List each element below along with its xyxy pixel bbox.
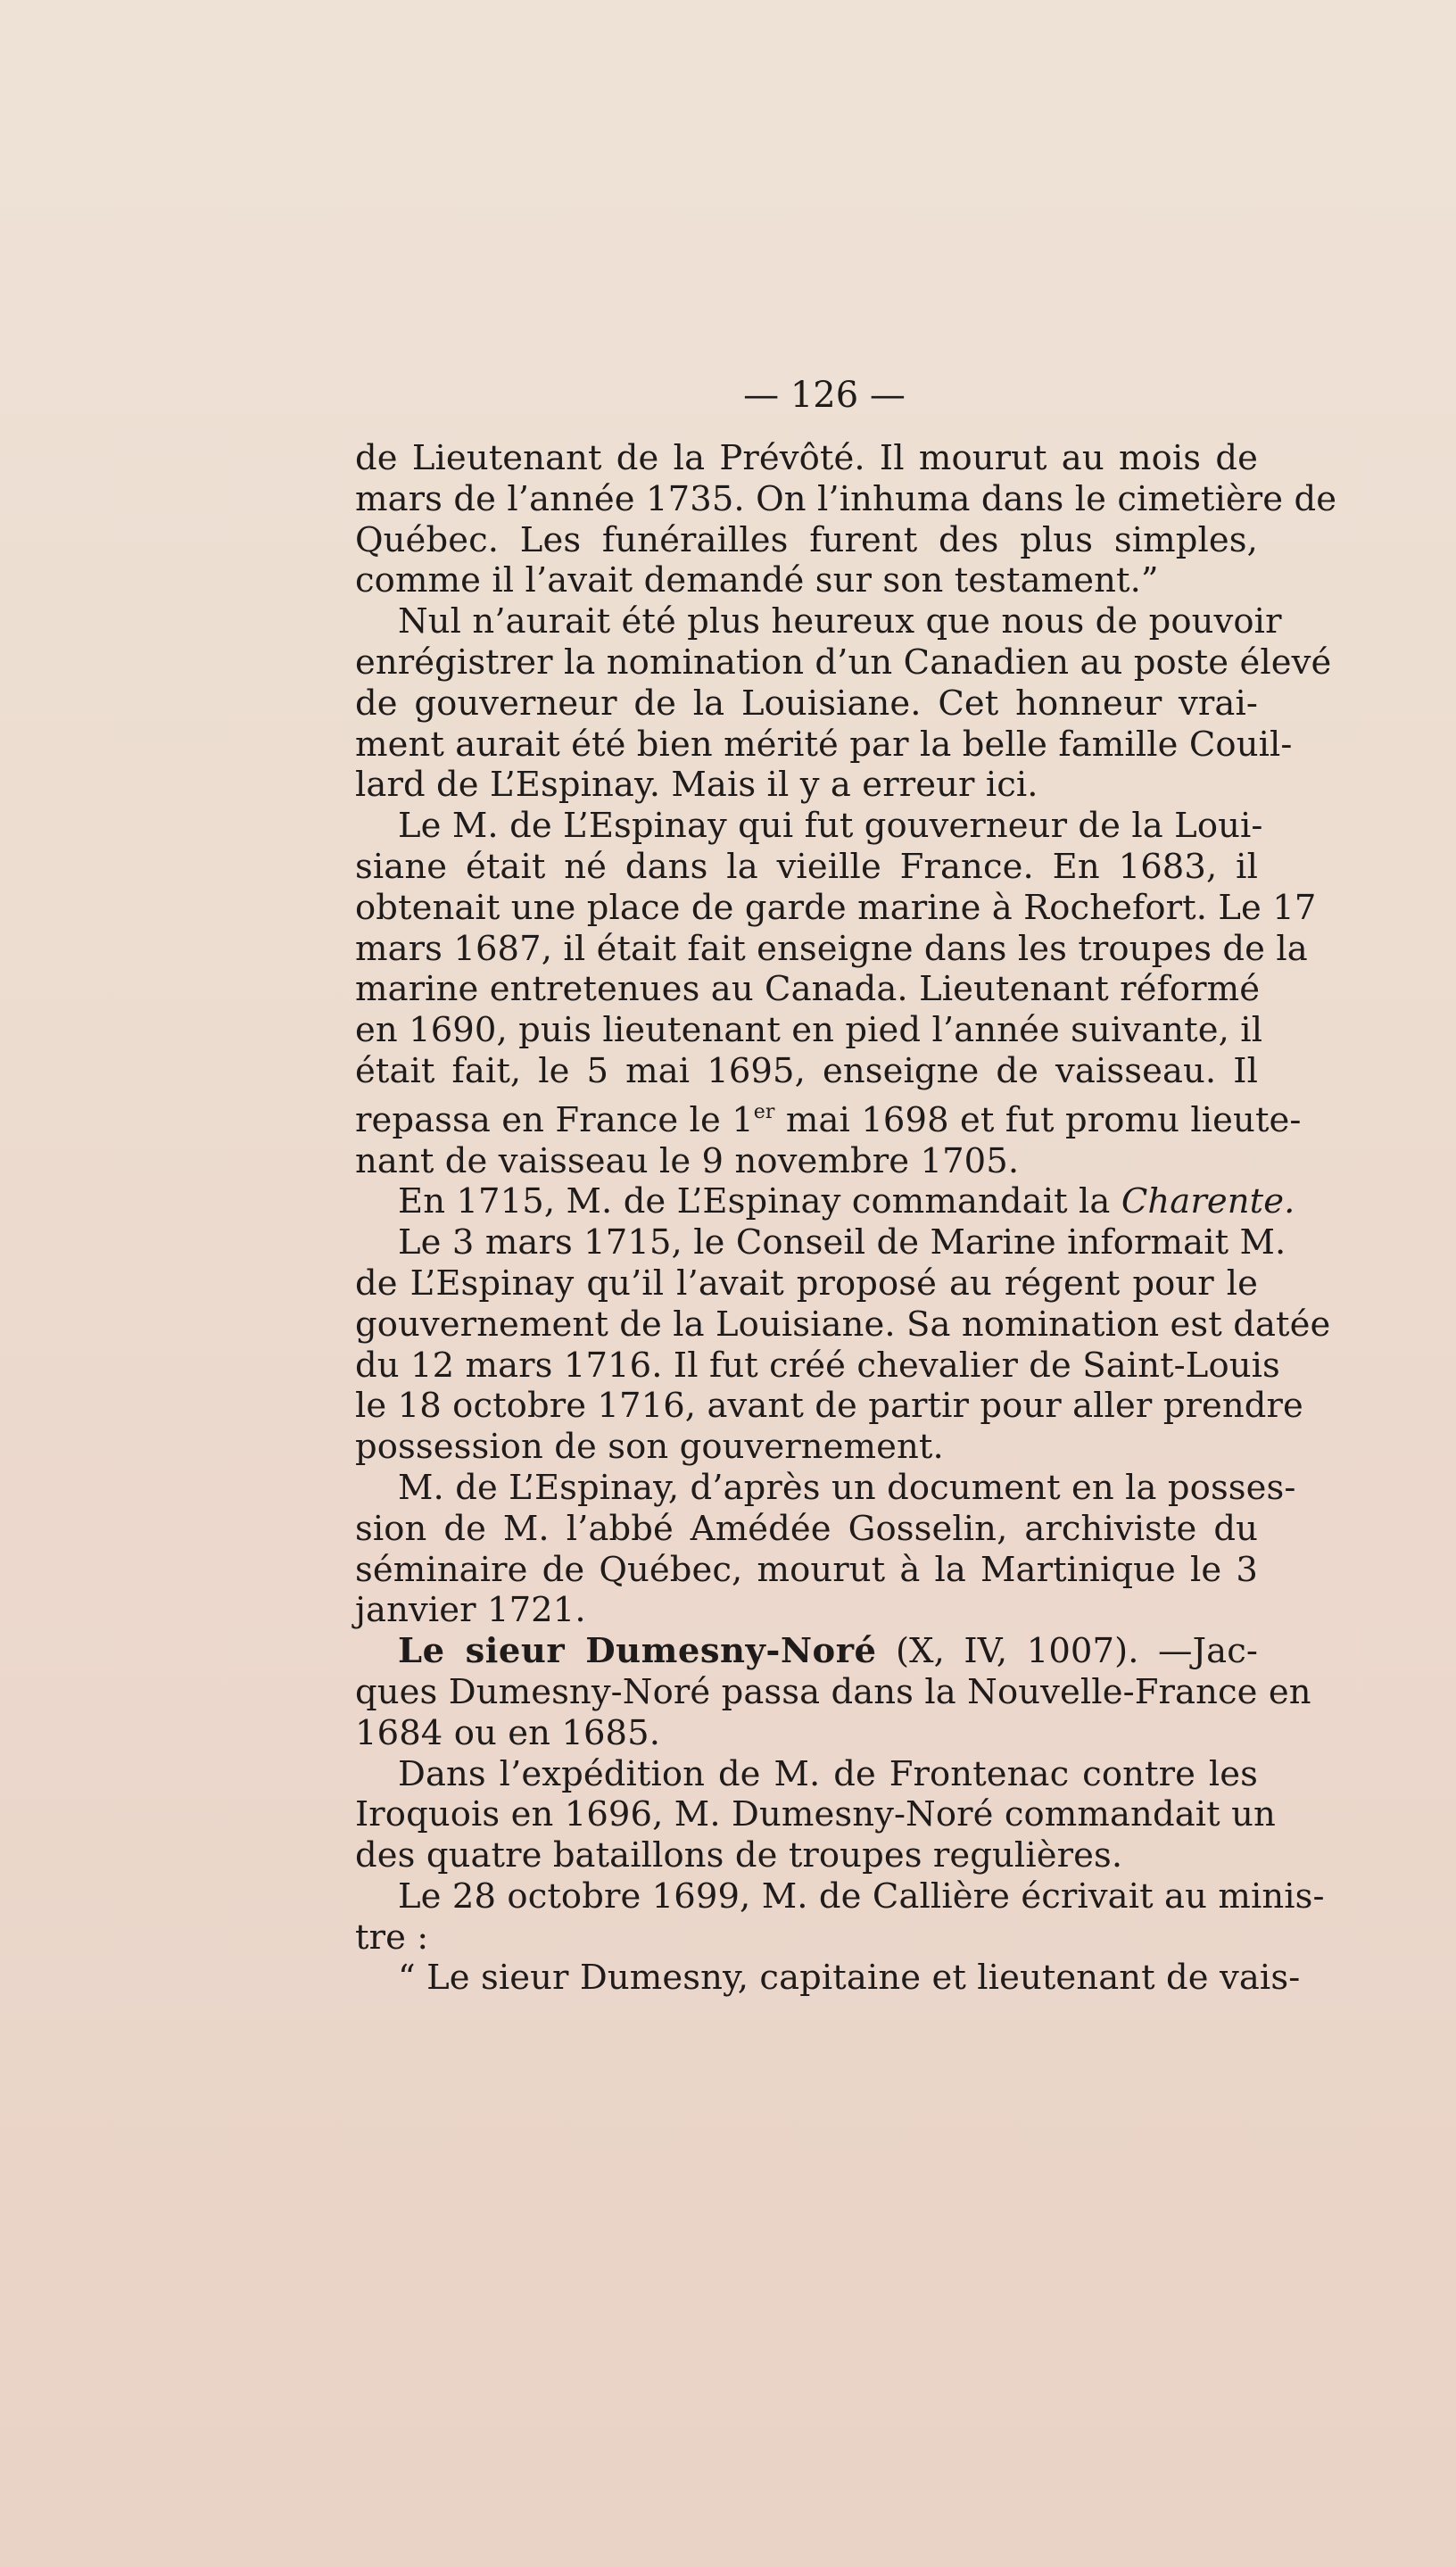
text-line	[355, 1304, 1331, 1346]
text-span: ques Dumesny-Noré passa dans la Nouvelle-France en	[355, 1671, 1311, 1712]
text-line	[355, 478, 1337, 520]
text-span: mars 1687, il était fait enseigne dans les troupes de la	[355, 928, 1308, 969]
text-line	[355, 1181, 1295, 1222]
text-line	[355, 1876, 1325, 1917]
text-span: enrégistrer la nomination d’un Canadien au poste élevé	[355, 642, 1332, 683]
text-line	[355, 1835, 1258, 1876]
text-line	[355, 928, 1308, 970]
text-span: Nul n’aurait été plus heureux que nous de pouvoir	[398, 601, 1282, 642]
text-span: Iroquois en 1696, M. Dumesny-Noré commandait un	[355, 1794, 1276, 1835]
text-line	[355, 1222, 1286, 1263]
text-line	[355, 1958, 1301, 1999]
text-span: de L’Espinay qu’il l’avait proposé au régent pour le	[355, 1263, 1258, 1304]
document-page	[355, 370, 1337, 1999]
text-line	[355, 1092, 1302, 1141]
text-span: le 18 octobre 1716, avant de partir pour aller prendre	[355, 1386, 1303, 1427]
text-span: marine entretenues au Canada. Lieutenant réformé	[355, 969, 1261, 1010]
text-span: Le 28 octobre 1699, M. de Callière écrivait au minis-	[398, 1876, 1325, 1917]
text-span: séminaire de Québec, mourut à la Martinique le 3	[355, 1549, 1258, 1590]
text-span: janvier 1721.	[355, 1590, 586, 1631]
text-span: lard de L’Espinay. Mais il y a erreur ici.	[355, 765, 1038, 806]
text-line	[355, 1550, 1258, 1591]
text-span: des quatre bataillons de troupes regulières.	[355, 1835, 1123, 1876]
text-line	[355, 520, 1258, 561]
text-line	[355, 438, 1258, 479]
text-line	[355, 1917, 1258, 1958]
text-span: siane était né dans la vieille France. En 1683, il	[355, 846, 1258, 887]
text-span: (X, IV, 1007). —Jac-	[876, 1631, 1258, 1672]
text-span: gouvernement de la Louisiane. Sa nomination est datée	[355, 1304, 1331, 1345]
text-line	[355, 1467, 1296, 1509]
text-line	[355, 1671, 1311, 1713]
text-line	[355, 1386, 1303, 1427]
text-line	[355, 1631, 1258, 1672]
text-span: mars de l’année 1735. On l’inhuma dans le cimetière de	[355, 478, 1337, 519]
text-line	[355, 1713, 1258, 1754]
text-line	[355, 1590, 1258, 1631]
text-span: en 1690, puis lieutenant en pied l’année suivante, il	[355, 1010, 1263, 1051]
text-span: En 1715, M. de L’Espinay commandait la	[398, 1181, 1121, 1222]
text-span: Le sieur Dumesny-Noré	[398, 1631, 877, 1672]
body-text	[355, 438, 1337, 1999]
text-span: Dans l’expédition de M. de Frontenac contre les	[398, 1753, 1258, 1794]
text-line	[355, 969, 1261, 1010]
text-span: du 12 mars 1716. Il fut créé chevalier de Saint-Louis	[355, 1345, 1280, 1386]
text-line	[355, 642, 1332, 683]
text-span: mai 1698 et fut promu lieute-	[774, 1099, 1302, 1140]
text-span: ment aurait été bien mérité par la belle famille Couil-	[355, 724, 1293, 765]
text-span: nant de vaisseau le 9 novembre 1705.	[355, 1140, 1020, 1181]
text-span: comme il l’avait demandé sur son testament.”	[355, 560, 1159, 601]
text-line	[355, 765, 1258, 806]
text-span: sion de M. l’abbé Amédée Gosselin, archiviste du	[355, 1508, 1258, 1549]
text-line	[355, 887, 1317, 929]
text-line	[355, 1427, 1258, 1468]
text-span: possession de son gouvernement.	[355, 1427, 944, 1468]
text-span: de Lieutenant de la Prévôté. Il mourut au mois de	[355, 438, 1258, 478]
text-line	[355, 1509, 1258, 1550]
text-line	[355, 1010, 1263, 1051]
text-line	[355, 1794, 1276, 1835]
text-span: Québec. Les funérailles furent des plus simples,	[355, 519, 1258, 560]
text-span: obtenait une place de garde marine à Rochefort. Le 17	[355, 887, 1317, 928]
text-line	[355, 560, 1258, 601]
text-line	[355, 847, 1258, 888]
text-span: “ Le sieur Dumesny, capitaine et lieutenant de vais-	[398, 1958, 1301, 1999]
text-span: tre :	[355, 1917, 429, 1958]
text-line	[355, 1051, 1258, 1092]
text-span: 1684 ou en 1685.	[355, 1712, 661, 1753]
text-span: Le M. de L’Espinay qui fut gouverneur de la Loui-	[398, 806, 1263, 847]
text-line	[355, 601, 1282, 642]
text-span: de gouverneur de la Louisiane. Cet honneur vrai-	[355, 683, 1258, 724]
text-line	[355, 806, 1263, 847]
text-span: M. de L’Espinay, d’après un document en la posses-	[398, 1467, 1296, 1508]
text-span: er	[753, 1100, 775, 1123]
text-line	[355, 1345, 1280, 1387]
text-span: repassa en France le 1	[355, 1099, 754, 1140]
text-span: Le 3 mars 1715, le Conseil de Marine informait M.	[398, 1222, 1286, 1263]
text-span: était fait, le 5 mai 1695, enseigne de vaisseau. Il	[355, 1050, 1258, 1091]
text-span: Charente.	[1121, 1181, 1295, 1222]
page-number: — 126 —	[743, 375, 906, 416]
text-line	[355, 1141, 1258, 1182]
text-line	[355, 683, 1258, 725]
text-line	[355, 1754, 1258, 1795]
text-line	[355, 724, 1293, 766]
text-line	[355, 1263, 1258, 1304]
